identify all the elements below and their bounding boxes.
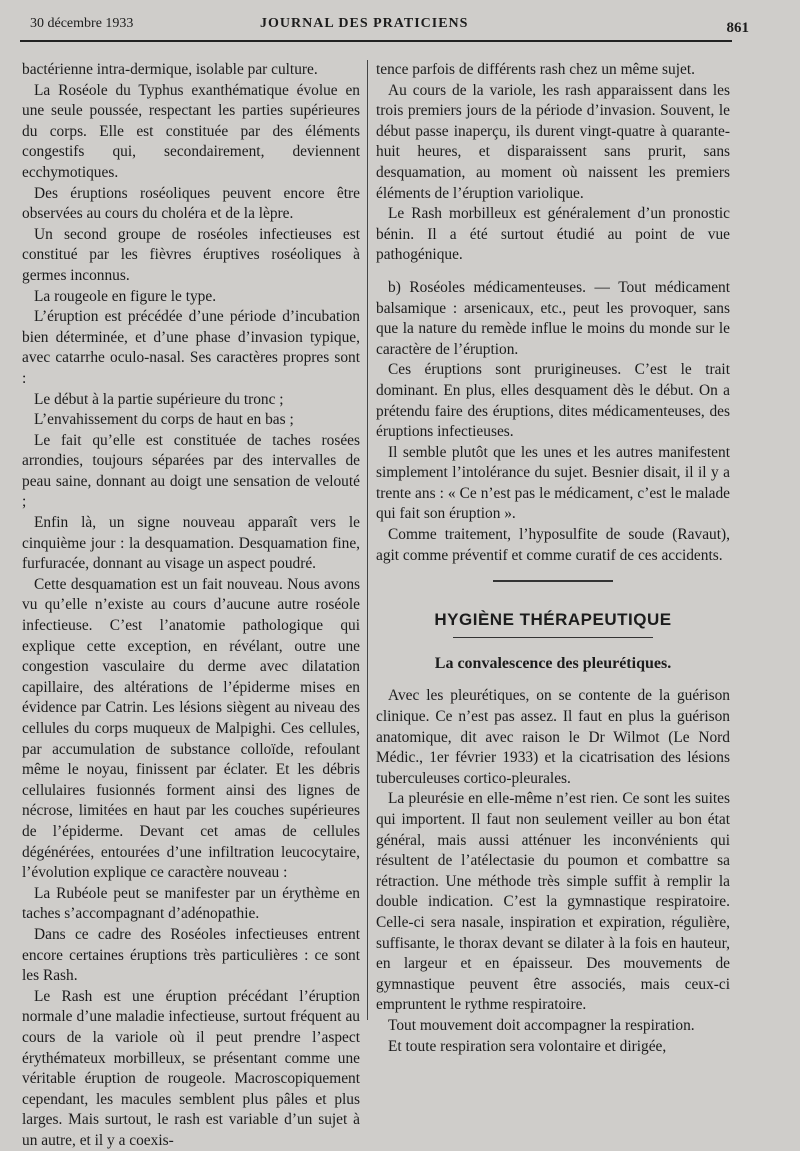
article-title: La convalescence des pleurétiques. [434,654,672,672]
paragraph: Cette desquamation est un fait nouveau. Nous avons vu qu’elle n’existe au cours d’aucune autre roséole infectieuse. C’est l’anatomie pathologique qui explique cette exception, en révélant, outre une congestion vasculaire du derme avec dilatation capillaire, des altérations de l’épiderme mises en évidence par Catrin. Les lésions siègent au niveau des cellules du corps muqueux de Malpighi. Ces cellules, par accumulation de substance colloïde, refoulant même le noyau, finissent par éclater. Et les débris cellulaires fusionnés forment ainsi des lignes de nécrose, limitées en haut par les couches supérieures de l’épiderme. Devant cet amas de cellules dégénérées, entourées d’une infiltration leucocytaire, l’évolution explique ce caractère nouveau : [22,575,360,882]
paragraph: La pleurésie en elle-même n’est rien. Ce sont les suites qui importent. Il faut non seulement veiller au bon état général, mais aussi atténuer les inconvénients qui résultent de l’atélectasie du poumon et combattre sa rétraction. Une méthode très simple suffit à remplir la double indication. C’est la gymnastique respiratoire. Celle-ci sera nasale, inspiration et expiration, régulière, suffisante, le thorax devant se dilater à la fois en hauteur, en largeur et en épaisseur. Des mouvements de gymnastique peuvent être associés, mais ceux-ci empruntent le rythme respiratoire. [376,790,730,1014]
paragraph: Ces éruptions sont prurigineuses. C’est le trait dominant. En plus, elles desquament dès le début. On a prétendu faire des éruptions, dites médicamenteuses, des éruptions infectieuses. [376,361,730,441]
paragraph: La Roséole du Typhus exanthématique évolue en une seule poussée, respectant les parties supérieures du corps. Elle est constituée par des éléments congestifs qui, secondairement, deviennent ecchymotiques. [22,81,360,181]
paragraph: Un second groupe de roséoles infectieuses est constitué par les fièvres éruptives roséoliques à germes inconnus. [22,225,360,284]
paragraph: Enfin là, un signe nouveau apparaît vers le cinquième jour : la desquamation. Desquamation fine, furfuracée, donnant au visage un aspect poudré. [22,514,360,573]
header-date: 30 décembre 1933 [30,16,134,31]
paragraph: bactérienne intra-dermique, isolable par culture. [22,61,318,78]
paragraph: Le début à la partie supérieure du tronc ; [34,390,284,408]
paragraph: La Rubéole peut se manifester par un érythème en taches s’accompagnant d’adénopathie. [22,884,360,923]
paragraph: Comme traitement, l’hyposulfite de soude (Ravaut), agit comme préventif et comme curatif de ces accidents. [376,526,730,564]
column-divider [367,60,368,1020]
paragraph: Le Rash est une éruption précédant l’éruption normale d’une maladie infectieuse, surtout fréquent au cours de la variole où il peut prendre l’aspect érythémateux morbilleux, se présentant comme une véritable éruption de rougeole. Macroscopiquement cependant, les macules semblent plus pâles et plus larges. Mais surtout, le rash est variable d’un sujet à un autre, et il y a coexis- [22,987,360,1149]
page-number: 861 [726,20,749,36]
section-divider [493,580,613,582]
paragraph: Tout mouvement doit accompagner la respiration. [388,1016,695,1034]
page-header [30,14,749,36]
header-rule [20,40,732,42]
paragraph: L’envahissement du corps de haut en bas ; [34,411,294,429]
section-title: HYGIÈNE THÉRAPEUTIQUE [434,610,672,630]
paragraph: Et toute respiration sera volontaire et dirigée, [388,1037,667,1055]
paragraph: Avec les pleurétiques, on se contente de la guérison clinique. Ce n’est pas assez. Il faut en plus la guérison anatomique, dit avec raison le Dr Wilmot (Le Nord Médic., 1er février 1933) et la cicatrisation des lésions tuberculeuses cortico-pleurales. [376,687,730,787]
paragraph: b) Roséoles médicamenteuses. — Tout médicament balsamique : arsenicaux, etc., peut les provoquer, sans que la nature du remède influe le moins du monde sur le caractère de l’éruption. [376,278,730,358]
left-column [22,60,360,1151]
paragraph: Des éruptions roséoliques peuvent encore être observées au cours du choléra et de la lèpre. [22,184,360,223]
journal-title: JOURNAL DES PRATICIENS [260,16,469,31]
paragraph: L’éruption est précédée d’une période d’incubation bien déterminée, et d’une phase d’invasion typique, avec catarrhe oculo-nasal. Ses caractères propres sont : [22,308,360,387]
paragraph: Il semble plutôt que les unes et les autres manifestent simplement l’intolérance du sujet. Besnier disait, il il y a trente ans : « Ce n’est pas le médicament, c’est le malade qui fait son éruption ». [376,443,730,523]
right-column [376,60,730,1057]
paragraph: Au cours de la variole, les rash apparaissent dans les trois premiers jours de la période d’invasion. Souvent, le début passe inaperçu, ils durent vingt-quatre à quarante-huit heures, et disparaissent sans prurit, sans desquamation, au moment où naissent les premiers éléments de l’éruption variolique. [376,81,730,202]
paragraph: La rougeole en figure le type. [34,287,217,305]
paragraph: Dans ce cadre des Roséoles infectieuses entrent encore certaines éruptions très particulières : ce sont les Rash. [22,925,360,985]
paragraph: tence parfois de différents rash chez un même sujet. [376,61,695,78]
paragraph: Le Rash morbilleux est généralement d’un pronostic bénin. Il a été surtout étudié au point de vue pathogénique. [376,205,730,264]
paragraph: Le fait qu’elle est constituée de taches rosées arrondies, toujours séparées par des intervalles de peau saine, donnant au doigt une sensation de velouté ; [22,431,360,511]
section-title-rule [453,637,653,638]
